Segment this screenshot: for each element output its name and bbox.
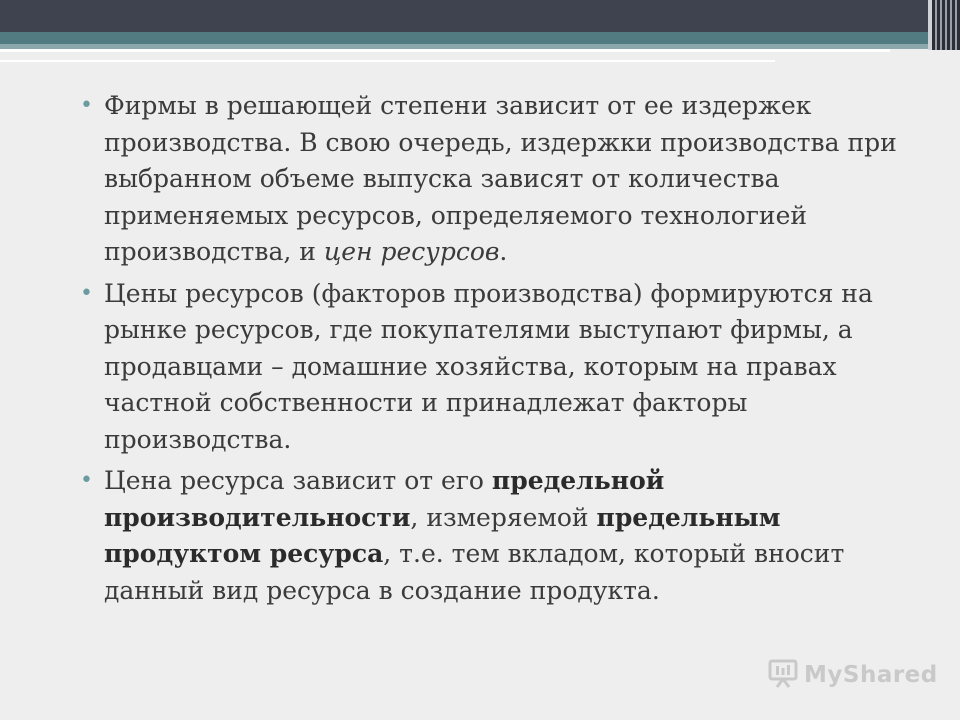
bullet-text-run: Фирмы в решающей степени зависит от ее издержек производства. В свою очередь, издержки производства при выбранном объеме выпуска зависят от количества применяемых ресурсов, определяемого технологией производства, и <box>104 91 897 266</box>
bullet-text-run: , т.е. тем вкладом, который вносит данный вид ресурса в создание продукта. <box>104 539 845 605</box>
bullet-text-run: Цена ресурса зависит от его <box>104 466 492 495</box>
header-rule-upper <box>0 49 890 52</box>
header-band-dark <box>0 0 960 32</box>
bullet-text-run: , измеряемой <box>410 502 597 532</box>
bullet-text-run: . <box>499 237 508 266</box>
bullet-marker: • <box>80 280 93 306</box>
header-rule-lower <box>0 60 775 62</box>
bullet-item-3 <box>80 463 910 609</box>
bullet-text-run-italic: цен ресурсов <box>323 237 500 266</box>
watermark-text: MyShared <box>804 662 938 688</box>
bullet-text-run-bold: предельной производительности <box>104 466 665 532</box>
header-right-pattern <box>932 0 960 50</box>
slide-body <box>80 88 910 614</box>
bullet-list <box>80 88 910 609</box>
presentation-board-icon <box>768 657 798 693</box>
bullet-item-2 <box>80 276 910 459</box>
bullet-item-1 <box>80 88 910 271</box>
bullet-text-run-bold: предельным продуктом ресурса <box>104 502 781 568</box>
bullet-text-run: Цены ресурсов (факторов производства) формируются на рынке ресурсов, где покупателями выступают фирмы, а продавцами – домашние хозяйства, которым на правах частной собственности и принадлежат факторы производства. <box>104 278 873 454</box>
bullet-marker: • <box>80 93 93 118</box>
header-band-teal <box>0 32 960 44</box>
watermark <box>768 657 938 693</box>
bullet-marker: • <box>80 468 93 493</box>
